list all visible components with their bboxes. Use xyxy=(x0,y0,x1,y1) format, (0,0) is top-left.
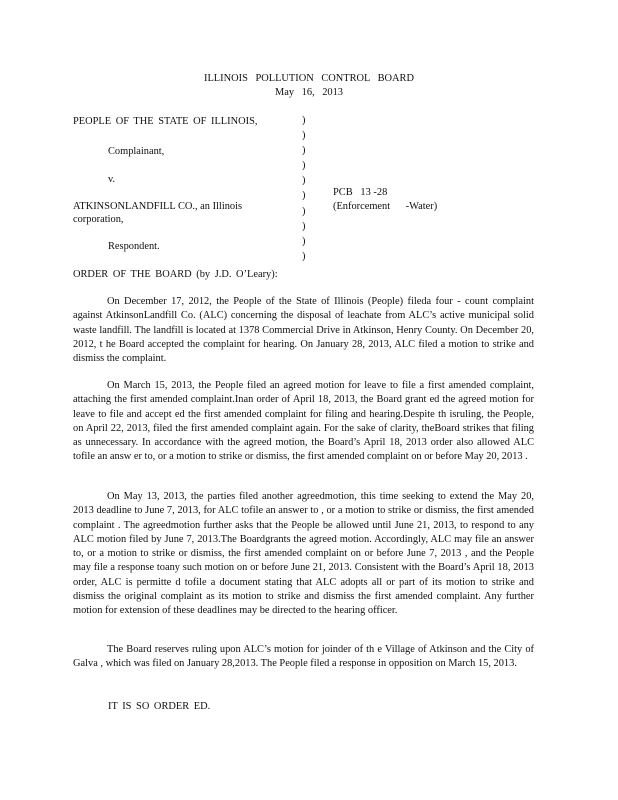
plaintiff-name: PEOPLE OF THE STATE OF ILLINOIS, xyxy=(73,116,258,127)
separator-paren: ) xyxy=(302,220,306,232)
order-heading: ORDER OF THE BOARD (by J.D. O’Leary): xyxy=(73,269,278,280)
separator-paren: ) xyxy=(302,250,306,262)
versus-label: v. xyxy=(108,174,116,185)
separator-paren: ) xyxy=(302,235,306,247)
order-date: May 16, 2013 xyxy=(274,87,343,98)
separator-paren: ) xyxy=(302,115,306,126)
defendant-name-cont: corporation, xyxy=(73,214,124,225)
order-paragraph-4: The Board reserves ruling upon ALC’s motion for joinder of th e Village of Atkinson and the City of Galva , which was filed on January 28,2013. The People filed a response in opposition on March 15, 2013. xyxy=(73,644,534,670)
separator-paren: ) xyxy=(302,160,306,172)
order-paragraph-3: On May 13, 2013, the parties filed another agreedmotion, this time seeking to extend the May 20, 2013 deadline to June 7, 2013, for ALC tofile an answer to , or a motion to strike or dismiss, the first amended complaint . The agreedmotion further asks that the People be allowed until June 21, 2013, to respond to any ALC motion filed by June 7, 2013.The Boardgrants the agreed motion. Accordingly, ALC may file an answer to, or a motion to strike or dismiss, the first amended complaint on or before June 7, 2013 , and the People may file a response toany such motion on or before June 21, 2013. Consistent with the Board’s April 18, 2013 order, ALC is permitte d tofile a document stating that ALC adopts all or part of its motion to strike and dismiss the original complaint as its motion to strike and dismiss the first amended complaint. Any further motion for extension of these deadlines may be directed to the hearing officer. xyxy=(73,491,534,617)
separator-paren: ) xyxy=(302,130,306,142)
defendant-role: Respondent. xyxy=(108,241,160,252)
case-number: PCB 13 -28 xyxy=(333,187,388,198)
separator-paren: ) xyxy=(302,145,306,157)
order-paragraph-2: On March 15, 2013, the People filed an agreed motion for leave to file a first amended complaint, attaching the first amended complaint.Inan order of April 18, 2013, the Board grant ed the agreed motion for leave to file and accept ed the first amended complaint for filing and hearing.Despite th isruling, the People, on April 22, 2013, filed the first amended complaint again. For the sake of clarity, theBoard strikes that filing as unnecessary. In accordance with the agreed motion, the Board’s April 18, 2013 order also allowed ALC tofile an answ er to, or a motion to strike or dismiss, the first amended complaint on or before May 20, 2013 . xyxy=(73,380,534,463)
plaintiff-role: Complainant, xyxy=(108,146,165,157)
board-title: ILLINOIS POLLUTION CONTROL BOARD xyxy=(203,73,414,84)
closing-statement: IT IS SO ORDER ED. xyxy=(108,701,211,712)
separator-paren: ) xyxy=(302,205,306,217)
order-paragraph-1: On December 17, 2012, the People of the State of Illinois (People) fileda four - count complaint against AtkinsonLandfill Co. (ALC) concerning the disposal of leachate from ALC’s active municipal solid waste landfill. The landfill is located at 1378 Commercial Drive in Atkinson, Henry County. On December 20, 2012, t he Board accepted the complaint for hearing. On January 28, 2013, ALC filed a motion to strike and dismiss the complaint. xyxy=(73,296,534,365)
separator-paren: ) xyxy=(302,190,306,202)
separator-paren: ) xyxy=(302,175,306,187)
case-type: (Enforcement -Water) xyxy=(333,201,438,212)
caption-separator xyxy=(302,113,310,264)
defendant-name: ATKINSONLANDFILL CO., an Illinois xyxy=(73,201,243,212)
